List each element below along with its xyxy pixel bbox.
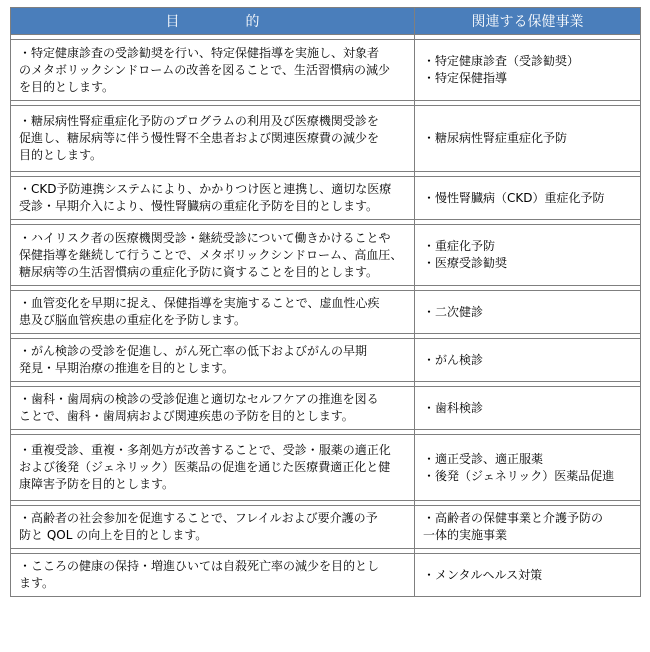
purpose-cell [11,40,415,101]
table-row [11,225,641,286]
purpose-text: 康障害予防を目的とします。 [19,477,175,491]
program-cell [415,435,641,501]
purpose-text: を目的とします。 [19,79,115,94]
purpose-text: のメタボリックシンドロームの改善を図ることで、生活習慣病の減少 [19,62,390,77]
table-row [11,554,641,597]
table-header-row [11,8,641,35]
table-row [11,506,641,549]
program-text: ・二次健診 [423,304,484,319]
purpose-text: ・特定健康診査の受診勧奨を行い、特定保健指導を実施し、対象者 [19,45,380,60]
purpose-text: 発見・早期治療の推進を目的とします。 [19,361,235,375]
purpose-cell [11,554,415,597]
program-cell [415,225,641,286]
program-text: ・特定保健指導 [423,71,508,85]
purpose-text: 保健指導を継続して行うことで、メタボリックシンドローム、高血圧、 [19,247,403,262]
program-text: ・慢性腎臓病（CKD）重症化予防 [423,190,605,205]
program-cell [415,177,641,220]
purpose-text: および後発（ジェネリック）医薬品の促進を通じた医療費適正化と健 [19,460,391,474]
purpose-text: ・歯科・歯周病の検診の受診促進と適切なセルフケアの推進を図る [19,392,379,406]
purpose-cell [11,387,415,430]
purpose-text: ・糖尿病性腎症重症化予防のプログラムの利用及び医療機関受診を [19,114,379,128]
program-cell [415,106,641,172]
purpose-text: ・CKD予防連携システムにより、かかりつけ医と連携し、適切な医療 [19,182,392,196]
table-row [11,106,641,172]
program-text: ・特定健康診査（受診勧奨） [423,54,580,68]
purpose-text: 患及び脳血管疾患の重症化を予防します。 [19,313,247,327]
program-text: 一体的実施事業 [423,528,508,542]
purpose-text: 目的とします。 [19,148,103,162]
purpose-text: 糖尿病等の生活習慣病の重症化予防に資することを目的とします。 [19,264,379,279]
program-cell [415,291,641,334]
purpose-text: ことで、歯科・歯周病および関連疾患の予防を目的とします。 [19,409,354,423]
program-text: ・がん検診 [423,352,484,367]
purpose-text: 促進し、糖尿病等に伴う慢性腎不全患者および関連医療費の減少を [19,131,380,145]
table-row [11,291,641,334]
purpose-text: ・ハイリスク者の医療機関受診・継続受診について働きかけることや [19,230,391,245]
program-text: ・医療受診勧奨 [423,256,508,270]
purpose-cell [11,506,415,549]
purpose-text: ・血管変化を早期に捉え、保健指導を実施することで、虚血性心疾 [19,296,380,310]
program-cell [415,40,641,101]
purpose-cell [11,225,415,286]
program-text: ・適正受診、適正服薬 [423,451,544,466]
purpose-text: 受診・早期介入により、慢性腎臓病の重症化予防を目的とします。 [19,199,379,213]
purpose-cell [11,291,415,334]
purpose-text: ・がん検診の受診を促進し、がん死亡率の低下およびがんの早期 [19,344,368,358]
health-programs-table [10,7,641,597]
program-text: ・高齢者の保健事業と介護予防の [423,511,604,525]
header-program: 関連する保健事業 [415,8,641,35]
program-text: ・後発（ジェネリック）医薬品促進 [423,468,615,483]
purpose-cell [11,177,415,220]
header-purpose: 目 的 [11,8,415,35]
purpose-text: ・重複受診、重複・多剤処方が改善することで、受診・服薬の適正化 [19,443,391,457]
program-cell [415,506,641,549]
program-cell [415,339,641,382]
program-text: ・糖尿病性腎症重症化予防 [423,131,568,145]
purpose-text: ます。 [19,576,55,590]
program-cell [415,387,641,430]
program-cell [415,554,641,597]
program-text: ・メンタルヘルス対策 [423,567,543,582]
purpose-cell [11,106,415,172]
program-text: ・重症化予防 [423,239,496,253]
table-row [11,387,641,430]
purpose-text: ・高齢者の社会参加を促進することで、フレイルおよび要介護の予 [19,511,378,525]
purpose-cell [11,435,415,501]
purpose-text: 防と QOL の向上を目的とします。 [19,528,208,542]
table-row [11,435,641,501]
purpose-text: ・こころの健康の保持・増進ひいては自殺死亡率の減少を目的とし [19,559,380,573]
program-text: ・歯科検診 [423,400,484,415]
table-row [11,40,641,101]
table-row [11,177,641,220]
purpose-cell [11,339,415,382]
table-row [11,339,641,382]
